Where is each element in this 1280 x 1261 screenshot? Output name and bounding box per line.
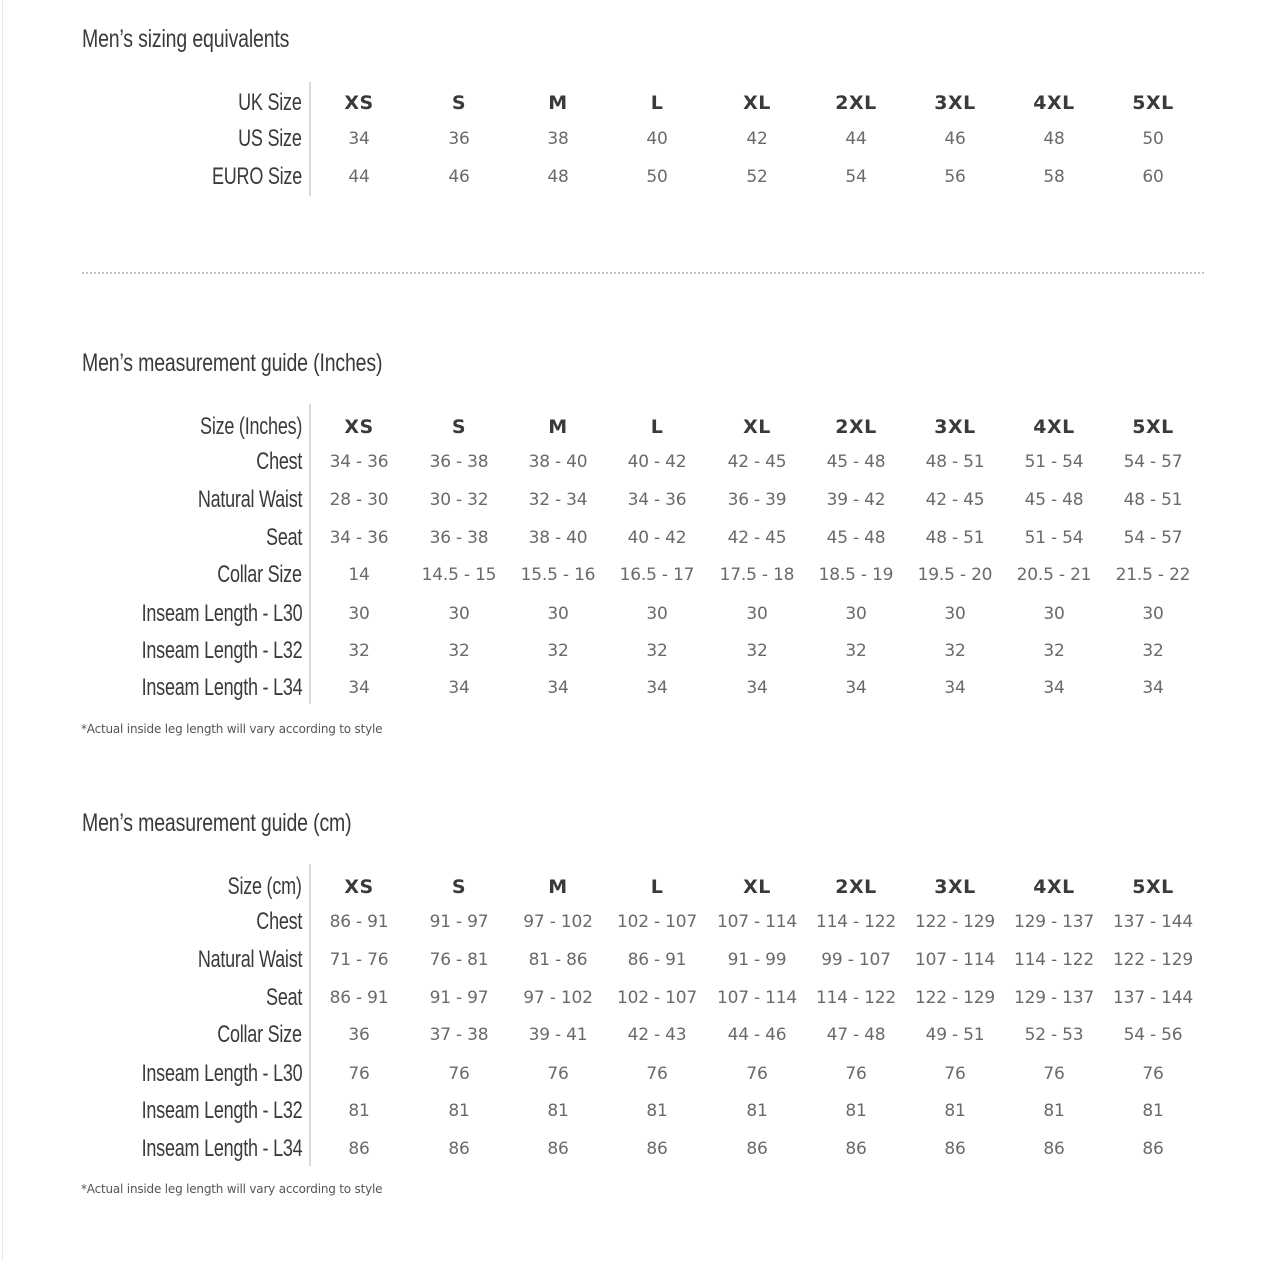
table-cell: 76 xyxy=(448,1064,470,1084)
table-cell: 114 - 122 xyxy=(1013,950,1095,970)
table-cell: 129 - 137 xyxy=(1013,912,1095,932)
table-cell: 32 xyxy=(646,641,668,661)
table-cell: 129 - 137 xyxy=(1013,988,1095,1008)
size-header-3xl: 3XL xyxy=(934,92,976,114)
table-cell: 81 xyxy=(1043,1101,1065,1121)
table-cell: 30 xyxy=(448,604,470,624)
table-cell: 14.5 - 15 xyxy=(421,565,497,585)
table-cell: 30 xyxy=(1043,604,1065,624)
row-label: Natural Waist xyxy=(197,946,302,973)
table-row-chest xyxy=(0,443,1280,481)
table-cell: 54 - 57 xyxy=(1123,528,1183,548)
section-divider xyxy=(82,272,1204,274)
table-cell: 81 xyxy=(944,1101,966,1121)
table-cell: 86 xyxy=(845,1139,867,1159)
table-cell: 107 - 114 xyxy=(914,950,996,970)
row-label: Chest xyxy=(256,908,302,935)
row-label: Inseam Length - L32 xyxy=(141,1097,302,1124)
table-cell: 32 xyxy=(845,641,867,661)
table-cell: 48 - 51 xyxy=(925,528,985,548)
size-header-l: L xyxy=(650,876,664,898)
size-header-m: M xyxy=(548,92,568,114)
table-cell: 52 xyxy=(746,167,768,187)
table-cell: 86 xyxy=(1142,1139,1164,1159)
table-cell: 36 - 39 xyxy=(727,490,787,510)
size-header-m: M xyxy=(548,876,568,898)
size-header-4xl: 4XL xyxy=(1033,92,1075,114)
table-cell: 34 xyxy=(547,678,569,698)
table-cell: 38 - 40 xyxy=(528,452,588,472)
table-row-seat xyxy=(0,979,1280,1017)
table-cell: 114 - 122 xyxy=(815,988,897,1008)
table-cell: 34 - 36 xyxy=(329,452,389,472)
table-cell: 50 xyxy=(646,167,668,187)
row-label: Inseam Length - L30 xyxy=(141,1060,302,1087)
table-cell: 44 - 46 xyxy=(727,1025,787,1045)
table-cell: 86 xyxy=(348,1139,370,1159)
table-cell: 30 - 32 xyxy=(429,490,489,510)
table-cell: 34 xyxy=(1043,678,1065,698)
table-cell: 102 - 107 xyxy=(616,988,698,1008)
size-header-2xl: 2XL xyxy=(835,92,877,114)
table-cell: 21.5 - 22 xyxy=(1115,565,1191,585)
table-cell: 30 xyxy=(547,604,569,624)
table-row-inseam-l34 xyxy=(0,1130,1280,1168)
size-header-xs: XS xyxy=(344,416,374,438)
table-cell: 40 - 42 xyxy=(627,452,687,472)
table-cell: 32 xyxy=(547,641,569,661)
row-label: Inseam Length - L30 xyxy=(141,600,302,627)
table-cell: 51 - 54 xyxy=(1024,528,1084,548)
table-cell: 34 xyxy=(746,678,768,698)
table-cell: 32 xyxy=(448,641,470,661)
table-header-row xyxy=(0,408,1280,446)
size-header-s: S xyxy=(451,92,467,114)
row-label: Inseam Length - L34 xyxy=(141,1135,302,1162)
row-label: Seat xyxy=(265,524,302,551)
table-cell: 122 - 129 xyxy=(914,912,996,932)
table-cell: 76 xyxy=(646,1064,668,1084)
table-row-inseam-l34 xyxy=(0,669,1280,707)
table-cell: 76 xyxy=(1043,1064,1065,1084)
table-cell: 30 xyxy=(1142,604,1164,624)
table-cell: 34 xyxy=(1142,678,1164,698)
table-header-row xyxy=(0,84,1280,122)
table-cell: 34 xyxy=(944,678,966,698)
table-cell: 34 xyxy=(845,678,867,698)
table-cell: 14 xyxy=(348,565,370,585)
size-header-xs: XS xyxy=(344,92,374,114)
table-cell: 46 xyxy=(944,129,966,149)
size-header-3xl: 3XL xyxy=(934,416,976,438)
row-label: Inseam Length - L32 xyxy=(141,637,302,664)
table-cell: 76 xyxy=(1142,1064,1164,1084)
size-header-s: S xyxy=(451,876,467,898)
table-cell: 91 - 97 xyxy=(429,988,489,1008)
table-cell: 38 xyxy=(547,129,569,149)
table-row-euro-size xyxy=(0,158,1280,196)
table-cell: 45 - 48 xyxy=(826,528,886,548)
table-cell: 30 xyxy=(944,604,966,624)
table-cell: 40 xyxy=(646,129,668,149)
row-label: Size (Inches) xyxy=(199,413,302,440)
table-cell: 30 xyxy=(845,604,867,624)
table-cell: 39 - 41 xyxy=(528,1025,588,1045)
table-cell: 97 - 102 xyxy=(523,988,593,1008)
table-cell: 76 xyxy=(944,1064,966,1084)
table-cell: 32 xyxy=(1043,641,1065,661)
row-label: Collar Size xyxy=(217,1021,302,1048)
row-label: Natural Waist xyxy=(197,486,302,513)
table-cell: 28 - 30 xyxy=(329,490,389,510)
table-cell: 86 xyxy=(1043,1139,1065,1159)
table-cell: 34 xyxy=(646,678,668,698)
table-cell: 32 xyxy=(944,641,966,661)
table-cell: 102 - 107 xyxy=(616,912,698,932)
table-cell: 34 - 36 xyxy=(329,528,389,548)
table-cell: 137 - 144 xyxy=(1112,988,1194,1008)
sizing-equivalents-title: Men’s sizing equivalents xyxy=(82,25,290,53)
table-row-inseam-l32 xyxy=(0,1092,1280,1130)
cm-footnote: *Actual inside leg length will vary according to style xyxy=(81,1182,383,1196)
table-cell: 45 - 48 xyxy=(1024,490,1084,510)
table-row-inseam-l30 xyxy=(0,1055,1280,1093)
table-cell: 81 xyxy=(348,1101,370,1121)
cm-guide-title: Men’s measurement guide (cm) xyxy=(82,809,352,837)
table-cell: 32 xyxy=(348,641,370,661)
row-label: Size (cm) xyxy=(228,873,302,900)
table-cell: 34 xyxy=(448,678,470,698)
table-cell: 86 xyxy=(944,1139,966,1159)
table-cell: 36 xyxy=(348,1025,370,1045)
table-cell: 86 - 91 xyxy=(627,950,687,970)
table-cell: 50 xyxy=(1142,129,1164,149)
table-cell: 32 xyxy=(746,641,768,661)
table-cell: 54 - 57 xyxy=(1123,452,1183,472)
row-label: Collar Size xyxy=(217,561,302,588)
table-cell: 76 xyxy=(348,1064,370,1084)
table-cell: 137 - 144 xyxy=(1112,912,1194,932)
table-row-inseam-l30 xyxy=(0,595,1280,633)
table-cell: 42 - 45 xyxy=(925,490,985,510)
size-header-xl: XL xyxy=(743,92,771,114)
table-row-chest xyxy=(0,903,1280,941)
inches-guide-title: Men’s measurement guide (Inches) xyxy=(82,349,383,377)
table-cell: 36 xyxy=(448,129,470,149)
table-cell: 51 - 54 xyxy=(1024,452,1084,472)
table-cell: 39 - 42 xyxy=(826,490,886,510)
table-row-seat xyxy=(0,519,1280,557)
table-cell: 56 xyxy=(944,167,966,187)
table-cell: 36 - 38 xyxy=(429,452,489,472)
table-cell: 76 - 81 xyxy=(429,950,489,970)
table-cell: 15.5 - 16 xyxy=(520,565,596,585)
table-cell: 86 xyxy=(448,1139,470,1159)
table-cell: 42 - 45 xyxy=(727,528,787,548)
table-cell: 86 - 91 xyxy=(329,912,389,932)
table-cell: 37 - 38 xyxy=(429,1025,489,1045)
table-cell: 86 xyxy=(746,1139,768,1159)
table-cell: 86 xyxy=(547,1139,569,1159)
table-row-collar-size xyxy=(0,1016,1280,1054)
table-cell: 58 xyxy=(1043,167,1065,187)
table-cell: 48 xyxy=(547,167,569,187)
size-header-3xl: 3XL xyxy=(934,876,976,898)
table-cell: 42 - 43 xyxy=(627,1025,687,1045)
table-row-collar-size xyxy=(0,556,1280,594)
table-cell: 76 xyxy=(746,1064,768,1084)
table-cell: 19.5 - 20 xyxy=(917,565,993,585)
size-header-5xl: 5XL xyxy=(1132,876,1174,898)
size-header-5xl: 5XL xyxy=(1132,92,1174,114)
size-header-2xl: 2XL xyxy=(835,416,877,438)
size-header-xl: XL xyxy=(743,876,771,898)
table-cell: 99 - 107 xyxy=(821,950,891,970)
table-cell: 30 xyxy=(746,604,768,624)
size-header-4xl: 4XL xyxy=(1033,876,1075,898)
table-cell: 30 xyxy=(348,604,370,624)
table-cell: 122 - 129 xyxy=(1112,950,1194,970)
table-cell: 42 xyxy=(746,129,768,149)
table-cell: 122 - 129 xyxy=(914,988,996,1008)
table-cell: 44 xyxy=(845,129,867,149)
table-row-natural-waist xyxy=(0,941,1280,979)
row-label: Chest xyxy=(256,448,302,475)
table-cell: 81 - 86 xyxy=(528,950,588,970)
table-row-natural-waist xyxy=(0,481,1280,519)
table-cell: 114 - 122 xyxy=(815,912,897,932)
size-header-2xl: 2XL xyxy=(835,876,877,898)
table-cell: 46 xyxy=(448,167,470,187)
table-cell: 20.5 - 21 xyxy=(1016,565,1092,585)
table-cell: 60 xyxy=(1142,167,1164,187)
table-cell: 81 xyxy=(1142,1101,1164,1121)
table-cell: 54 xyxy=(845,167,867,187)
table-cell: 32 xyxy=(1142,641,1164,661)
table-cell: 34 xyxy=(348,129,370,149)
row-label: Seat xyxy=(265,984,302,1011)
table-cell: 91 - 97 xyxy=(429,912,489,932)
row-label: EURO Size xyxy=(212,163,302,190)
table-cell: 71 - 76 xyxy=(329,950,389,970)
table-cell: 32 - 34 xyxy=(528,490,588,510)
table-cell: 86 - 91 xyxy=(329,988,389,1008)
table-cell: 49 - 51 xyxy=(925,1025,985,1045)
table-cell: 52 - 53 xyxy=(1024,1025,1084,1045)
table-cell: 54 - 56 xyxy=(1123,1025,1183,1045)
table-cell: 107 - 114 xyxy=(716,988,798,1008)
table-cell: 48 xyxy=(1043,129,1065,149)
table-cell: 34 - 36 xyxy=(627,490,687,510)
size-header-4xl: 4XL xyxy=(1033,416,1075,438)
table-cell: 48 - 51 xyxy=(925,452,985,472)
table-cell: 36 - 38 xyxy=(429,528,489,548)
size-header-l: L xyxy=(650,92,664,114)
size-header-m: M xyxy=(548,416,568,438)
table-cell: 97 - 102 xyxy=(523,912,593,932)
table-cell: 107 - 114 xyxy=(716,912,798,932)
size-header-s: S xyxy=(451,416,467,438)
table-cell: 81 xyxy=(746,1101,768,1121)
table-cell: 91 - 99 xyxy=(727,950,787,970)
table-cell: 38 - 40 xyxy=(528,528,588,548)
table-cell: 76 xyxy=(547,1064,569,1084)
table-cell: 81 xyxy=(547,1101,569,1121)
row-label: UK Size xyxy=(238,89,302,116)
table-cell: 81 xyxy=(448,1101,470,1121)
table-cell: 17.5 - 18 xyxy=(719,565,795,585)
table-cell: 34 xyxy=(348,678,370,698)
table-cell: 44 xyxy=(348,167,370,187)
table-cell: 47 - 48 xyxy=(826,1025,886,1045)
table-row-inseam-l32 xyxy=(0,632,1280,670)
table-cell: 18.5 - 19 xyxy=(818,565,894,585)
table-cell: 76 xyxy=(845,1064,867,1084)
table-cell: 42 - 45 xyxy=(727,452,787,472)
table-cell: 81 xyxy=(845,1101,867,1121)
table-row-us-size xyxy=(0,120,1280,158)
row-label: Inseam Length - L34 xyxy=(141,674,302,701)
size-header-xs: XS xyxy=(344,876,374,898)
row-label: US Size xyxy=(238,125,302,152)
table-cell: 45 - 48 xyxy=(826,452,886,472)
table-cell: 81 xyxy=(646,1101,668,1121)
table-cell: 30 xyxy=(646,604,668,624)
inches-footnote: *Actual inside leg length will vary according to style xyxy=(81,722,383,736)
size-header-xl: XL xyxy=(743,416,771,438)
size-header-5xl: 5XL xyxy=(1132,416,1174,438)
table-cell: 48 - 51 xyxy=(1123,490,1183,510)
size-header-l: L xyxy=(650,416,664,438)
table-cell: 86 xyxy=(646,1139,668,1159)
table-cell: 40 - 42 xyxy=(627,528,687,548)
table-cell: 16.5 - 17 xyxy=(619,565,695,585)
table-header-row xyxy=(0,868,1280,906)
